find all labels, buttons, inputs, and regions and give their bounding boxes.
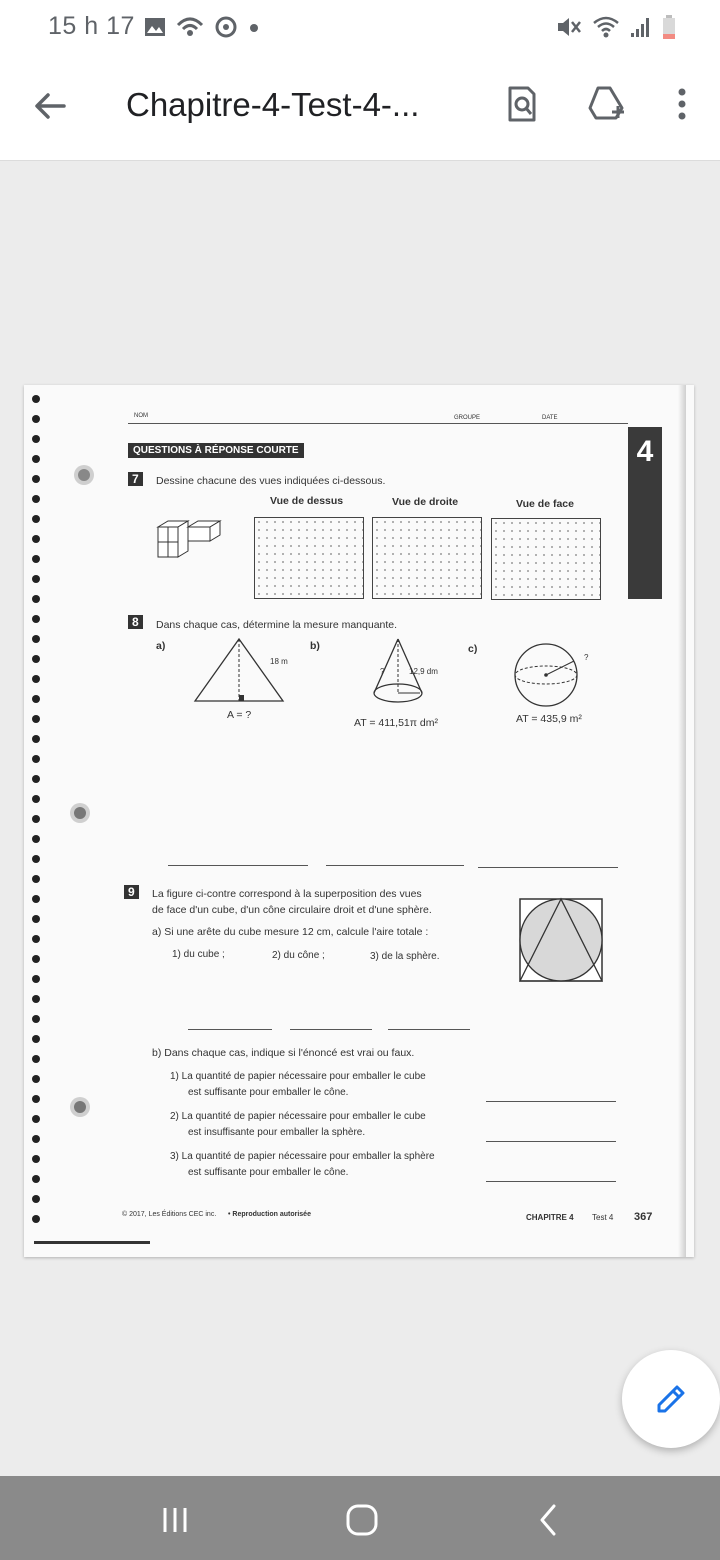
q9-b1-answer-line[interactable] (486, 1101, 616, 1102)
status-left-icons (144, 14, 260, 40)
footer-copyright: © 2017, Les Éditions CEC inc. (122, 1211, 217, 1218)
header-groupe: GROUPE (454, 415, 481, 421)
q9-b2-line1: 2) La quantité de papier nécessaire pour emballer le cube (170, 1111, 426, 1122)
q9-b-text: b) Dans chaque cas, indique si l'énoncé est vrai ou faux. (152, 1047, 415, 1059)
q7-grid-top[interactable] (254, 517, 364, 599)
q8-answer-line-c[interactable] (478, 867, 618, 868)
home-icon[interactable] (340, 1498, 384, 1542)
q7-view-right-label: Vue de droite (392, 496, 459, 508)
q9-answer-line-3[interactable] (388, 1029, 470, 1030)
q8-b-measure: 12,9 dm (409, 667, 438, 676)
triangle-figure (192, 635, 288, 705)
recent-apps-icon[interactable] (153, 1498, 197, 1542)
hole-punch-icon (68, 801, 92, 825)
q9-b3-line2: est suffisante pour emballer le cône. (188, 1167, 349, 1178)
footer-reproduction: • Reproduction autorisée (228, 1211, 311, 1218)
q8-answer-line-b[interactable] (326, 865, 464, 866)
hole-punch-icon (68, 1095, 92, 1119)
q8-c-unknown: ? (584, 653, 589, 662)
q7-view-front-label: Vue de face (516, 498, 574, 510)
q9-answer-line-1[interactable] (188, 1029, 272, 1030)
q8-a-measure: 18 m (270, 657, 288, 666)
q8-c-value: AT = 435,9 m² (516, 713, 582, 725)
q9-b2-answer-line[interactable] (486, 1141, 616, 1142)
battery-icon (662, 14, 676, 40)
q7-view-top-label: Vue de dessus (270, 495, 344, 507)
sync-icon (214, 15, 238, 39)
q9-b3-line1: 3) La quantité de papier nécessaire pour emballer la sphère (170, 1151, 435, 1162)
q8-a-value: A = ? (227, 709, 252, 721)
q9-b2-line2: est insuffisante pour emballer la sphère. (188, 1127, 366, 1138)
wifi-icon (592, 15, 620, 39)
status-time: 15 h 17 (48, 12, 135, 40)
edit-pencil-icon (651, 1379, 691, 1419)
q8-b-unknown: ? (380, 667, 385, 676)
q7-grid-front[interactable] (491, 518, 601, 600)
find-in-page-icon[interactable] (500, 82, 544, 126)
q9-text-line2: de face d'un cube, d'un cône circulaire droit et d'une sphère. (152, 904, 432, 916)
q9-a2: 2) du cône ; (272, 950, 325, 961)
spiral-binding-icon (30, 389, 42, 1249)
q8-text: Dans chaque cas, détermine la mesure manquante. (156, 619, 398, 631)
q9-a3: 3) de la sphère. (370, 951, 440, 962)
page-edge-shadow (34, 1241, 150, 1244)
q9-a-text: a) Si une arête du cube mesure 12 cm, calcule l'aire totale : (152, 926, 429, 938)
document-viewer[interactable] (0, 161, 720, 1476)
footer-test: Test 4 (592, 1213, 614, 1222)
q9-b1-line1: 1) La quantité de papier nécessaire pour emballer le cube (170, 1071, 426, 1082)
pdf-page (24, 385, 694, 1257)
header-date: DATE (542, 415, 558, 421)
cube-stack-figure (154, 513, 234, 563)
q8-b-value: AT = 411,51π dm² (354, 717, 438, 729)
q9-b3-answer-line[interactable] (486, 1181, 616, 1182)
q9-number: 9 (124, 885, 139, 899)
q9-text-line1: La figure ci-contre correspond à la superposition des vues (152, 888, 422, 900)
hotspot-icon (176, 16, 204, 38)
document-title: Chapitre-4-Test-4-... (126, 86, 420, 123)
q9-a1: 1) du cube ; (172, 949, 225, 960)
q9-b1-line2: est suffisante pour emballer le cône. (188, 1087, 349, 1098)
mute-icon (556, 15, 582, 39)
q8-a-label: a) (156, 640, 166, 652)
q9-answer-line-2[interactable] (290, 1029, 372, 1030)
footer-chapter: CHAPITRE 4 (526, 1213, 574, 1222)
header-nom: NOM (134, 413, 148, 419)
dot-icon (248, 16, 260, 38)
image-icon (144, 16, 166, 38)
back-arrow-icon[interactable] (30, 86, 70, 126)
more-vert-icon[interactable] (660, 82, 704, 126)
q7-text: Dessine chacune des vues indiquées ci-dessous. (156, 475, 386, 487)
q8-b-label: b) (310, 640, 320, 652)
edit-fab-button[interactable] (622, 1350, 720, 1448)
app-bar (0, 56, 720, 161)
signal-icon (630, 15, 652, 39)
superposition-figure (518, 897, 604, 983)
status-bar (0, 0, 720, 56)
system-nav-bar (0, 1476, 720, 1560)
back-icon[interactable] (528, 1498, 572, 1542)
chapter-tab-number: 4 (636, 435, 654, 468)
q7-grid-right[interactable] (372, 517, 482, 599)
q8-c-label: c) (468, 643, 478, 655)
hole-punch-icon (72, 463, 96, 487)
page-right-edge (678, 385, 686, 1257)
q7-number: 7 (128, 472, 143, 486)
q8-number: 8 (128, 615, 143, 629)
status-right-icons (556, 14, 676, 40)
footer-page-number: 367 (634, 1211, 653, 1223)
q8-answer-line-a[interactable] (168, 865, 308, 866)
sphere-figure (512, 639, 582, 709)
section-title: QUESTIONS À RÉPONSE COURTE (128, 443, 304, 458)
chapter-tab (628, 427, 662, 599)
add-to-drive-icon[interactable] (584, 82, 628, 126)
